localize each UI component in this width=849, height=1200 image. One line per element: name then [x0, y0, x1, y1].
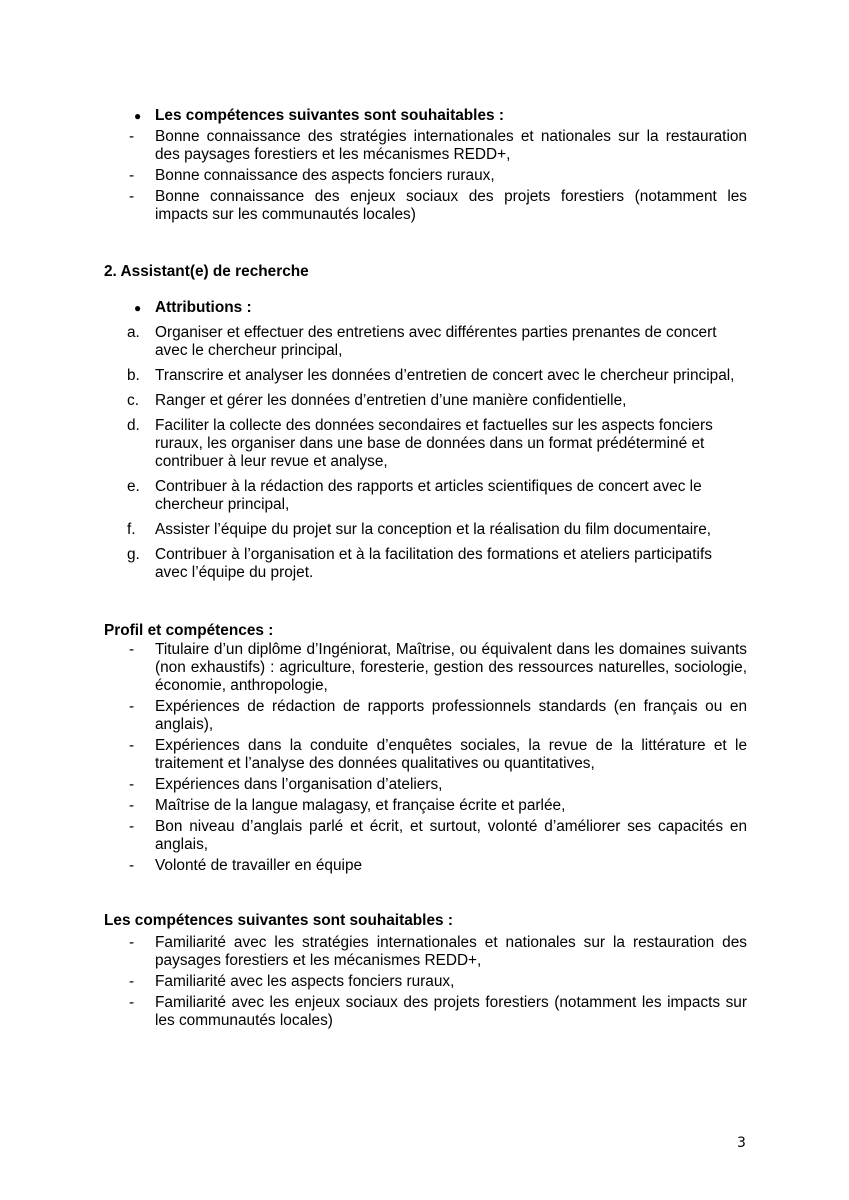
list-item: c. Ranger et gérer les données d’entretien d’une manière confidentielle, — [127, 392, 627, 409]
list-item: - Bon niveau d’anglais parlé et écrit, et surtout, volonté d’améliorer ses capacités en anglais, — [129, 818, 747, 853]
dash-icon: - — [129, 641, 135, 658]
section1-heading-row — [104, 107, 747, 125]
list-item: - Familiarité avec les enjeux sociaux des projets forestiers (notamment les impacts sur les communautés locales) — [129, 994, 747, 1029]
dash-icon: - — [129, 994, 135, 1011]
list-item: - Bonne connaissance des enjeux sociaux des projets forestiers (notamment les impacts sur les communautés locales) — [129, 188, 747, 223]
list-item: - Titulaire d’un diplôme d’Ingéniorat, Maîtrise, ou équivalent dans les domaines suivants (non exhaustifs) : agriculture, foresterie, gestion des ressources naturelles, sociologie, économie, anthropologie, — [129, 641, 747, 694]
dash-icon: - — [129, 128, 135, 145]
list-item: - Expériences de rédaction de rapports professionnels standards (en français ou en anglais), — [129, 698, 747, 733]
dash-icon: - — [129, 818, 135, 835]
dash-icon: - — [129, 188, 135, 205]
dash-icon: - — [129, 857, 135, 874]
profile-list — [104, 641, 747, 875]
list-item: - Expériences dans la conduite d’enquêtes sociales, la revue de la littérature et le traitement et l’analyse des données qualitatives ou quantitatives, — [129, 737, 747, 772]
dash-icon: - — [129, 698, 135, 715]
list-item: f. Assister l’équipe du projet sur la conception et la réalisation du film documentaire, — [127, 521, 712, 538]
list-item: - Bonne connaissance des stratégies internationales et nationales sur la restauration des paysages forestiers et les mécanismes REDD+, — [129, 128, 747, 163]
list-item: - Bonne connaissance des aspects fonciers ruraux, — [129, 167, 495, 184]
dash-icon: - — [129, 737, 135, 754]
list-item: - Familiarité avec les aspects fonciers ruraux, — [129, 973, 455, 990]
list-item: g. Contribuer à l’organisation et à la facilitation des formations et ateliers participatifs avec l’équipe du projet. — [127, 546, 712, 581]
attributions-list — [104, 299, 747, 582]
page-number: 3 — [737, 1135, 746, 1151]
bullet-icon: ● — [134, 109, 142, 123]
list-item: - Familiarité avec les stratégies internationales et nationales sur la restauration des paysages forestiers et les mécanismes REDD+, — [129, 934, 747, 969]
section1-desired-skills — [104, 107, 747, 224]
dash-icon: - — [129, 797, 135, 814]
desired-heading: Les compétences suivantes sont souhaitables : — [104, 912, 453, 929]
attributions-heading: Attributions : — [155, 299, 252, 316]
attributions-heading-row — [104, 299, 747, 317]
bullet-icon: ● — [134, 301, 142, 315]
list-item: d. Faciliter la collecte des données secondaires et factuelles sur les aspects fonciers ruraux, les organiser dans une base de données dans un format prédéterminé et contribuer à leur revue et analyse, — [127, 417, 713, 470]
list-item: b. Transcrire et analyser les données d’entretien de concert avec le chercheur principal, — [127, 367, 735, 384]
dash-icon: - — [129, 934, 135, 951]
list-item: e. Contribuer à la rédaction des rapports et articles scientifiques de concert avec le chercheur principal, — [127, 478, 702, 513]
list-item: - Maîtrise de la langue malagasy, et française écrite et parlée, — [129, 797, 566, 814]
section2-title: 2. Assistant(e) de recherche — [104, 263, 309, 280]
profile-heading: Profil et compétences : — [104, 622, 274, 639]
dash-icon: - — [129, 167, 135, 184]
list-item: - Expériences dans l’organisation d’ateliers, — [129, 776, 443, 793]
dash-icon: - — [129, 973, 135, 990]
desired-list — [104, 934, 747, 1030]
list-item: - Volonté de travailler en équipe — [129, 857, 363, 874]
section1-heading: Les compétences suivantes sont souhaitables : — [155, 107, 504, 124]
dash-icon: - — [129, 776, 135, 793]
list-item: a. Organiser et effectuer des entretiens avec différentes parties prenantes de concert avec le chercheur principal, — [127, 324, 717, 359]
